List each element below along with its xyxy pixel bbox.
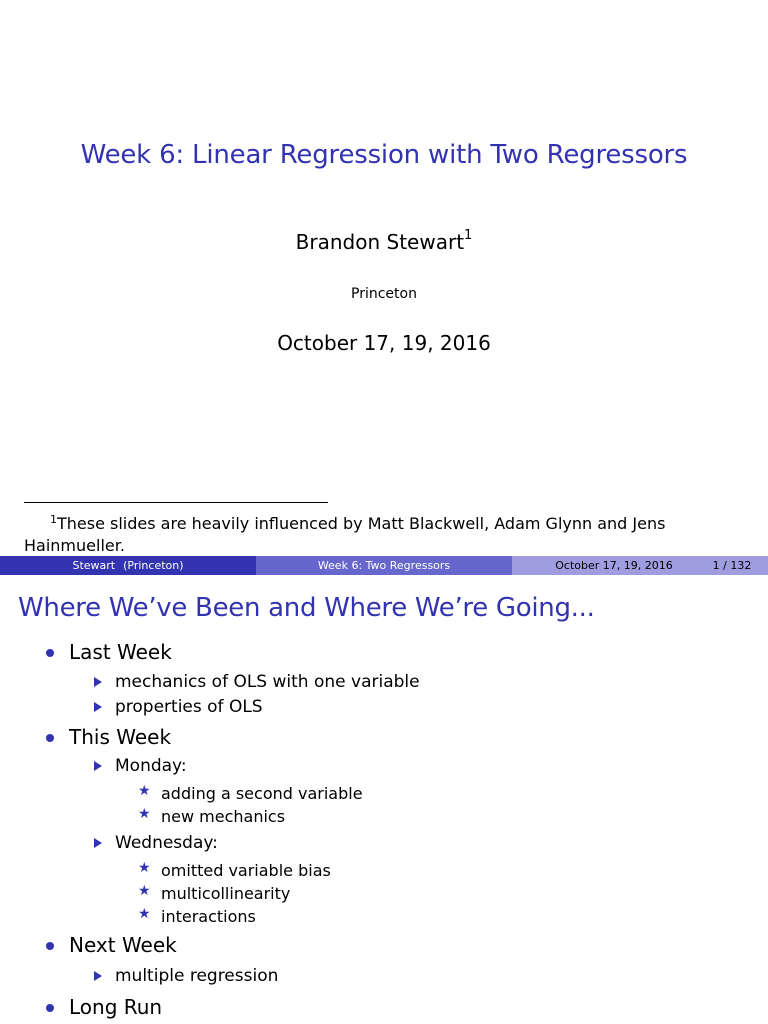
list-subitem: properties of OLS bbox=[94, 697, 263, 717]
list-item: Last Week bbox=[46, 640, 172, 664]
slide-title: Week 6: Linear Regression with Two Regressors bbox=[80, 140, 688, 170]
footnote bbox=[24, 509, 724, 557]
frame-title: Where We’ve Been and Where We’re Going... bbox=[18, 593, 595, 623]
footer-bar bbox=[0, 556, 768, 575]
triangle-bullet-icon bbox=[94, 761, 102, 771]
list-subitem: mechanics of OLS with one variable bbox=[94, 672, 420, 692]
list-subsubitem: ★ multicollinearity bbox=[138, 883, 291, 903]
footer-author-name: Stewart bbox=[72, 559, 116, 572]
star-bullet-icon: ★ bbox=[138, 883, 151, 899]
footer-date: October 17, 19, 2016 bbox=[555, 559, 673, 572]
list-subsubitem: ★ adding a second variable bbox=[138, 783, 363, 803]
list-subsubitem: ★ interactions bbox=[138, 906, 256, 926]
list-subitem: Monday: bbox=[94, 756, 187, 776]
star-bullet-icon: ★ bbox=[138, 906, 151, 922]
footer-author bbox=[0, 556, 256, 575]
presentation-date: October 17, 19, 2016 bbox=[277, 331, 491, 355]
footnote-text: These slides are heavily influenced by Matt Blackwell, Adam Glynn and Jens Hainmueller. bbox=[24, 514, 666, 555]
footer-right bbox=[512, 556, 768, 575]
page-number: 1 / 132 bbox=[712, 559, 752, 572]
outline-slide bbox=[0, 575, 768, 1024]
list-subitem: Wednesday: bbox=[94, 833, 218, 853]
triangle-bullet-icon bbox=[94, 702, 102, 712]
author-name: Brandon Stewart bbox=[295, 230, 465, 254]
footnote-mark: 1 bbox=[50, 513, 57, 526]
star-bullet-icon: ★ bbox=[138, 783, 151, 799]
triangle-bullet-icon bbox=[94, 677, 102, 687]
institute: Princeton bbox=[351, 286, 417, 302]
list-item: This Week bbox=[46, 725, 171, 749]
star-bullet-icon: ★ bbox=[138, 806, 151, 822]
triangle-bullet-icon bbox=[94, 971, 102, 981]
footer-institute: (Princeton) bbox=[123, 559, 184, 572]
list-subsubitem: ★ omitted variable bias bbox=[138, 860, 331, 880]
author-footnote-mark: 1 bbox=[464, 228, 473, 244]
bullet-icon bbox=[46, 734, 54, 742]
bullet-icon bbox=[46, 1004, 54, 1012]
triangle-bullet-icon bbox=[94, 838, 102, 848]
bullet-icon bbox=[46, 649, 54, 657]
footnote-rule bbox=[24, 502, 328, 503]
list-item: Long Run bbox=[46, 995, 162, 1019]
list-subsubitem: ★ new mechanics bbox=[138, 806, 286, 826]
list-item: Next Week bbox=[46, 933, 177, 957]
list-subitem: multiple regression bbox=[94, 966, 278, 986]
star-bullet-icon: ★ bbox=[138, 860, 151, 876]
footer-title: Week 6: Two Regressors bbox=[256, 556, 512, 575]
author-line bbox=[0, 230, 768, 254]
bullet-icon bbox=[46, 942, 54, 950]
